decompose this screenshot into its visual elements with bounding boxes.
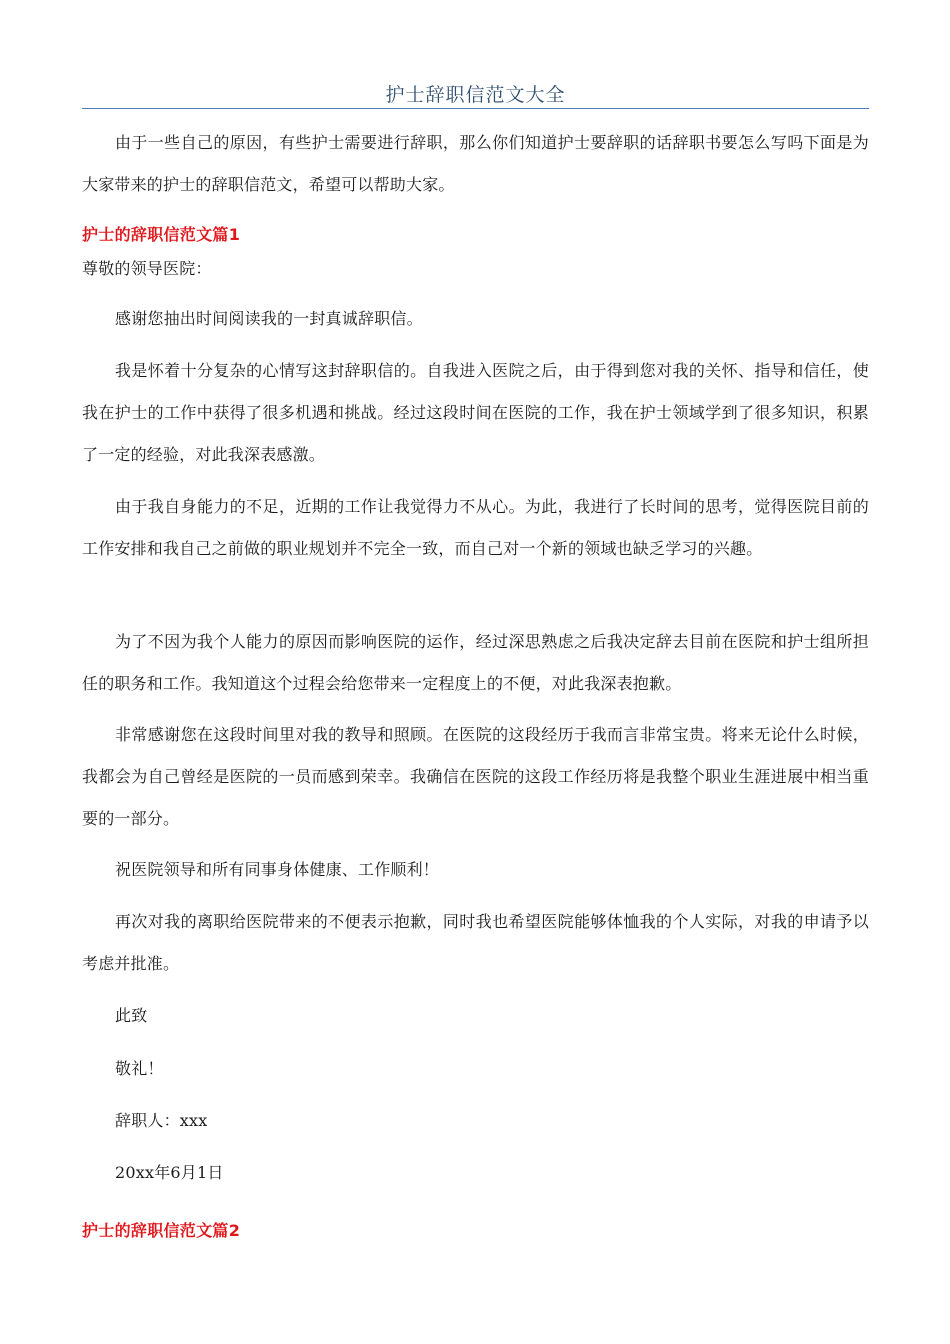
body-paragraph-6: 祝医院领导和所有同事身体健康、工作顺利！	[115, 860, 440, 879]
body-paragraph-7: 再次对我的离职给医院带来的不便表示抱歉，同时我也希望医院能够体恤我的个人实际，对我的申请予以考虑并批准。	[82, 912, 869, 973]
body-paragraph-4: 为了不因为我个人能力的原因而影响医院的运作，经过深思熟虑之后我决定辞去目前在医院和护士组所担任的职务和工作。我知道这个过程会给您带来一定程度上的不便，对此我深表抱歉。	[82, 632, 869, 693]
intro-paragraph: 由于一些自己的原因，有些护士需要进行辞职，那么你们知道护士要辞职的话辞职书要怎么写吗下面是为大家带来的护士的辞职信范文，希望可以帮助大家。	[82, 133, 869, 194]
title-divider	[82, 108, 869, 109]
closing-line-1: 此致	[115, 1006, 148, 1025]
body-paragraph-5: 非常感谢您在这段时间里对我的教导和照顾。在医院的这段经历于我而言非常宝贵。将来无论什么时候，我都会为自己曾经是医院的一员而感到荣幸。我确信在医院的这段工作经历将是我整个职业生涯进展中相当重要的一部分。	[82, 725, 869, 828]
body-paragraph-1: 感谢您抽出时间阅读我的一封真诚辞职信。	[115, 309, 423, 328]
document-title: 护士辞职信范文大全	[385, 84, 566, 106]
body-paragraph-2: 我是怀着十分复杂的心情写这封辞职信的。自我进入医院之后，由于得到您对我的关怀、指导和信任，使我在护士的工作中获得了很多机遇和挑战。经过这段时间在医院的工作，我在护士领域学到了很多知识，积累了一定的经验，对此我深表感激。	[82, 361, 869, 464]
salutation: 尊敬的领导医院：	[82, 259, 212, 278]
signature-line: 辞职人：xxx	[115, 1111, 208, 1130]
section-2-heading: 护士的辞职信范文篇2	[82, 1221, 241, 1240]
date-line: 20xx年6月1日	[115, 1163, 224, 1182]
closing-line-2: 敬礼！	[115, 1059, 164, 1078]
body-paragraph-3: 由于我自身能力的不足，近期的工作让我觉得力不从心。为此，我进行了长时间的思考，觉得医院目前的工作安排和我自己之前做的职业规划并不完全一致，而自己对一个新的领域也缺乏学习的兴趣。	[82, 497, 869, 558]
section-1-heading: 护士的辞职信范文篇1	[82, 225, 241, 244]
